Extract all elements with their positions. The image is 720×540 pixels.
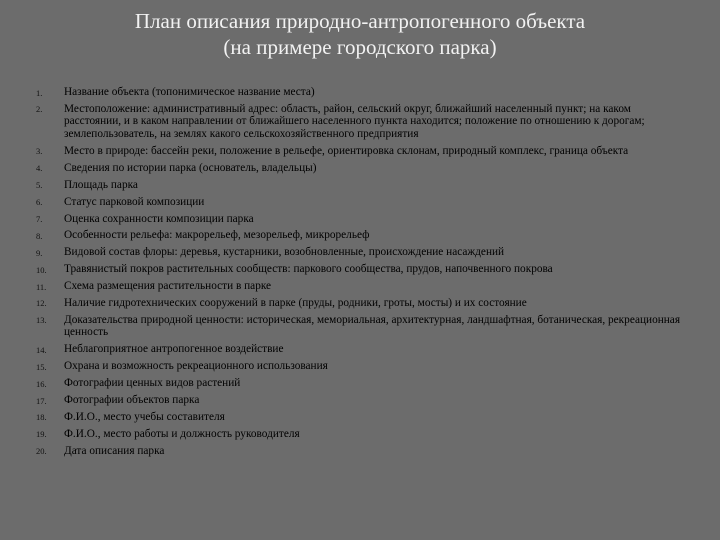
list-item bbox=[0, 179, 720, 192]
list-item bbox=[0, 162, 720, 175]
list-item bbox=[0, 196, 720, 209]
list-item bbox=[0, 343, 720, 356]
list-item-number: 11. bbox=[36, 281, 47, 292]
list-item-number: 12. bbox=[36, 298, 47, 309]
list-item-text: Фотографии ценных видов растений bbox=[64, 377, 241, 390]
list-item-number: 8. bbox=[36, 230, 43, 241]
list-item bbox=[0, 86, 720, 99]
list-item-number: 17. bbox=[36, 395, 47, 406]
list-item-text: Доказательства природной ценности: историческая, мемориальная, архитектурная, ландшафтная, ботаническая, рекреационная ценность bbox=[64, 313, 681, 339]
list-item bbox=[0, 145, 720, 158]
list-item-number: 13. bbox=[36, 315, 47, 326]
list-item-text: Оценка сохранности композиции парка bbox=[64, 212, 254, 225]
list-item-text: Травянистый покров растительных сообществ: паркового сообщества, прудов, напочвенного покрова bbox=[64, 263, 553, 276]
list-item-number: 14. bbox=[36, 344, 47, 355]
slide-title-line-1: План описания природно-антропогенного объекта bbox=[134, 9, 586, 33]
list-item-number: 15. bbox=[36, 361, 47, 372]
list-item bbox=[0, 263, 720, 276]
list-item-number: 20. bbox=[36, 446, 47, 457]
list-item bbox=[0, 213, 720, 226]
list-item-text: Видовой состав флоры: деревья, кустарники, возобновленные, происхождение насаждений bbox=[64, 246, 505, 259]
list-item-text: Местоположение: административный адрес: область, район, сельский округ, ближайший населенный пункт; на каком расстоянии, и в каком направлении от ближайшего населенного пункта находится; положение по отношению к дорогам; землепользователь, на землях какого сельскохозяйственного предприятия bbox=[64, 102, 645, 141]
list-item-text: Название объекта (топонимическое название места) bbox=[64, 86, 315, 98]
list-item bbox=[0, 103, 720, 141]
list-item bbox=[0, 428, 720, 441]
list-item-text: Дата описания парка bbox=[64, 444, 165, 457]
list-item-text: Площадь парка bbox=[64, 178, 138, 191]
list-item-number: 4. bbox=[36, 163, 43, 174]
list-item-text: Охрана и возможность рекреационного использования bbox=[64, 360, 328, 373]
list-item-text: Ф.И.О., место учебы составителя bbox=[64, 410, 225, 423]
list-item-number: 2. bbox=[36, 104, 43, 115]
list-item bbox=[0, 297, 720, 310]
list-item bbox=[0, 314, 720, 339]
list-item-number: 6. bbox=[36, 197, 43, 208]
list-item-number: 16. bbox=[36, 378, 47, 389]
list-item bbox=[0, 229, 720, 242]
list-item-text: Сведения по истории парка (основатель, владельцы) bbox=[64, 161, 317, 174]
list-item-text: Наличие гидротехнических сооружений в парке (пруды, родники, гроты, мосты) и их состояние bbox=[64, 296, 527, 309]
list-item bbox=[0, 280, 720, 293]
list-item bbox=[0, 411, 720, 424]
list-item-number: 7. bbox=[36, 214, 43, 225]
list-item-text: Ф.И.О., место работы и должность руководителя bbox=[64, 427, 300, 440]
list-item-text: Место в природе: бассейн реки, положение в рельефе, ориентировка склонам, природный комплекс, граница объекта bbox=[64, 144, 629, 157]
slide-title-line-2: (на примере городского парка) bbox=[223, 35, 497, 59]
list-item-number: 1. bbox=[36, 87, 43, 98]
list-item-number: 9. bbox=[36, 247, 43, 258]
list-item-number: 18. bbox=[36, 412, 47, 423]
list-item-text: Фотографии объектов парка bbox=[64, 394, 200, 407]
list-item-number: 3. bbox=[36, 146, 43, 157]
list-item bbox=[0, 445, 720, 458]
list-item-number: 19. bbox=[36, 429, 47, 440]
list-item bbox=[0, 377, 720, 390]
list-item-number: 5. bbox=[36, 180, 43, 191]
list-item-number: 10. bbox=[36, 264, 47, 275]
list-item-text: Неблагоприятное антропогенное воздействие bbox=[64, 343, 284, 356]
slide-title bbox=[0, 8, 720, 60]
list-item bbox=[0, 394, 720, 407]
list-item-text: Особенности рельефа: макрорельеф, мезорельеф, микрорельеф bbox=[64, 229, 370, 242]
list-item bbox=[0, 360, 720, 373]
numbered-list bbox=[0, 86, 720, 462]
list-item-text: Схема размещения растительности в парке bbox=[64, 280, 272, 293]
list-item bbox=[0, 246, 720, 259]
list-item-text: Статус парковой композиции bbox=[64, 195, 205, 208]
